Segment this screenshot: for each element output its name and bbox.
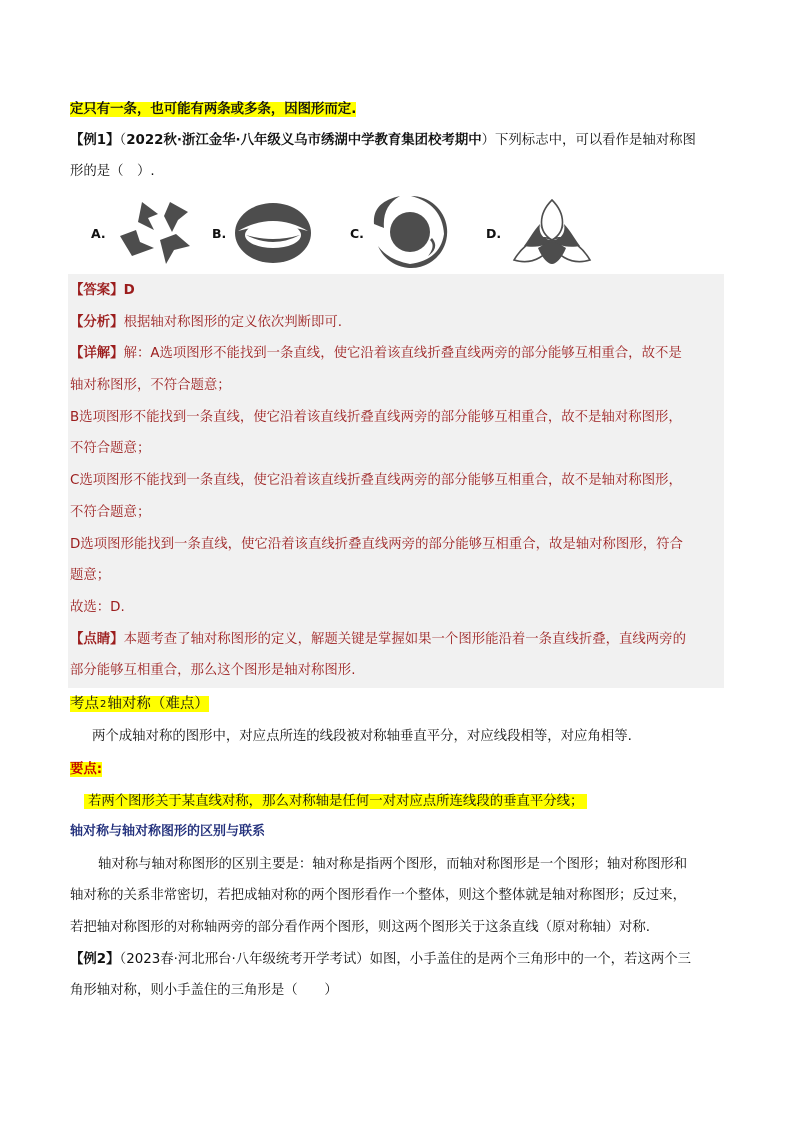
- detail-tag: 【详解】: [70, 346, 124, 361]
- example1-question-end: 形的是（ ）.: [70, 164, 155, 179]
- analysis-line: [70, 313, 342, 333]
- example1-question: ）下列标志中，可以看作是轴对称图: [481, 133, 696, 148]
- logo-c-circle-icon: [370, 194, 452, 270]
- answer-tag: 【答案】: [70, 283, 124, 298]
- diff-line-1: 轴对称与轴对称图形的区别主要是：轴对称是指两个图形，而轴对称图形是一个图形；轴对称图形和: [98, 857, 688, 872]
- logo-d-trefoil-icon: [510, 194, 594, 270]
- example1-source-open: （: [119, 133, 127, 148]
- choice-line: 故选：D.: [70, 600, 125, 615]
- comment-text-1: 本题考查了轴对称图形的定义，解题关键是掌握如果一个图形能沿着一条直线折叠，直线两旁的: [123, 632, 686, 647]
- kaodian2-prefix: 考点: [70, 696, 99, 712]
- logo-a-stars-icon: [114, 196, 196, 268]
- detail-line-1: [70, 344, 682, 364]
- option-d-label: D.: [486, 226, 502, 241]
- detail-line-8: 题意；: [70, 568, 111, 583]
- detail-line-6: 不符合题意；: [70, 505, 151, 520]
- key-label-line: [70, 760, 102, 780]
- answer-value: D: [123, 283, 135, 298]
- analysis-tag: 【分析】: [70, 315, 124, 330]
- logo-b-ring-icon: [232, 197, 314, 269]
- option-b-label: B.: [212, 226, 227, 241]
- diff-line-2: 轴对称的关系非常密切，若把成轴对称的两个图形看作一个整体，则这个整体就是轴对称图形；反过来，: [70, 888, 686, 903]
- detail-line-4: 不符合题意；: [70, 441, 151, 456]
- key-text: 若两个图形关于某直线对称，那么对称轴是任何一对对应点所连线段的垂直平分线；: [84, 794, 587, 809]
- kaodian2-heading: [70, 694, 209, 715]
- logo-a-star-2: [164, 202, 188, 232]
- kaodian2-num: 2: [100, 699, 107, 710]
- example1-line1: [70, 131, 696, 151]
- detail-line-7: D选项图形能找到一条直线，使它沿着该直线折叠直线两旁的部分能够互相重合，故是轴对称图形，符合: [70, 537, 683, 552]
- detail-text-1: 解：A选项图形不能找到一条直线，使它沿着该直线折叠直线两旁的部分能够互相重合，故不是: [123, 346, 682, 361]
- option-a-label: A.: [91, 226, 106, 241]
- option-c-label: C.: [350, 226, 364, 241]
- example1-tag: 【例1】: [70, 133, 120, 148]
- answer-line: [70, 281, 135, 301]
- comment-line-2: 部分能够互相重合，那么这个图形是轴对称图形.: [70, 663, 356, 678]
- logo-a-star-1: [138, 202, 158, 230]
- kaodian2-highlight: [70, 696, 209, 712]
- comment-tag: 【点睛】: [70, 632, 124, 647]
- logo-a-star-3: [120, 230, 154, 256]
- detail-line-2: 轴对称图形，不符合题意；: [70, 378, 231, 393]
- example1-source: 2022秋·浙江金华·八年级义乌市绣湖中学教育集团校考期中: [126, 133, 482, 148]
- key-label: 要点:: [70, 762, 103, 777]
- kaodian2-title: 轴对称（难点）: [107, 696, 209, 712]
- detail-line-5: C选项图形不能找到一条直线，使它沿着该直线折叠直线两旁的部分能够互相重合，故不是轴对称图形，: [70, 473, 682, 488]
- example1-line2: [70, 162, 155, 182]
- example2-line2: 角形轴对称，则小手盖住的三角形是（ ）: [70, 983, 338, 998]
- example2-text-1: （2023春·河北邢台·八年级统考开学考试）如图，小手盖住的是两个三角形中的一个，若这两个三: [119, 952, 692, 967]
- logo-a-star-4: [160, 234, 190, 264]
- diff-line-3: 若把轴对称图形的对称轴两旁的部分看作两个图形，则这两个图形关于这条直线（原对称轴）对称.: [70, 920, 651, 935]
- key-text-line: [84, 792, 587, 812]
- example2-tag: 【例2】: [70, 952, 120, 967]
- intro-text: 定只有一条，也可能有两条或多条，因图形而定.: [70, 102, 357, 117]
- detail-line-3: B选项图形不能找到一条直线，使它沿着该直线折叠直线两旁的部分能够互相重合，故不是轴对称图形，: [70, 410, 682, 425]
- definition-paragraph: 两个成轴对称的图形中，对应点所连的线段被对称轴垂直平分，对应线段相等，对应角相等.: [92, 729, 632, 744]
- analysis-text: 根据轴对称图形的定义依次判断即可.: [123, 315, 343, 330]
- comment-line-1: [70, 630, 686, 650]
- sub-heading: 轴对称与轴对称图形的区别与联系: [70, 824, 266, 839]
- example2-line1: [70, 950, 691, 970]
- intro-line: [70, 100, 356, 120]
